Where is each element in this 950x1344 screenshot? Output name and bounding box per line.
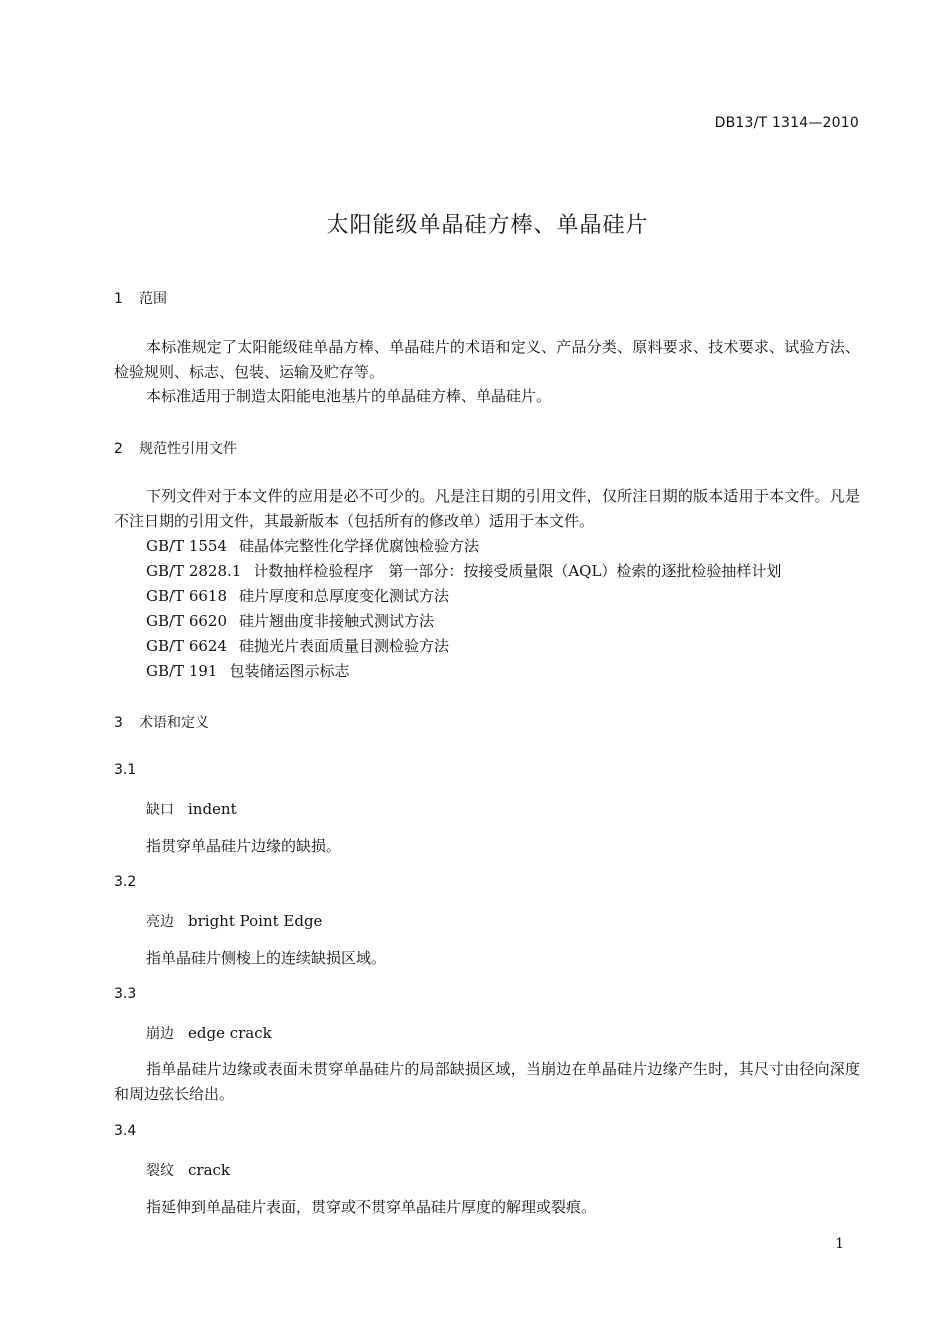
scope-paragraph-2: 本标准适用于制造太阳能电池基片的单晶硅方棒、单晶硅片。 <box>146 387 552 405</box>
reference-item <box>146 635 449 656</box>
term-name-zh: 亮边 <box>146 914 174 930</box>
term-definition: 指延伸到单晶硅片表面，贯穿或不贯穿单晶硅片厚度的解理或裂痕。 <box>146 1198 597 1216</box>
section-number: 3 <box>114 715 123 731</box>
section-title: 术语和定义 <box>139 715 209 731</box>
reference-title: 硅片翘曲度非接触式测试方法 <box>239 612 435 630</box>
section-heading-scope <box>114 288 167 308</box>
document-title: 太阳能级单晶硅方棒、单晶硅片 <box>326 213 649 238</box>
term-name <box>146 1160 230 1180</box>
term-number: 3.2 <box>114 874 137 890</box>
section-heading-terms <box>114 712 209 732</box>
page-number: 1 <box>835 1236 844 1252</box>
references-paragraph: 下列文件对于本文件的应用是必不可少的。凡是注日期的引用文件，仅所注日期的版本适用于本文件。凡是不注日期的引用文件，其最新版本（包括所有的修改单）适用于本文件。 <box>114 487 860 530</box>
section-number: 2 <box>114 441 123 457</box>
term-name-zh: 裂纹 <box>146 1163 174 1179</box>
document-code: DB13/T 1314—2010 <box>714 115 859 131</box>
term-number: 3.3 <box>114 986 137 1002</box>
term-name <box>146 799 237 819</box>
reference-item <box>146 585 449 606</box>
reference-title: 硅抛光片表面质量目测检验方法 <box>239 637 450 655</box>
reference-item <box>146 660 349 681</box>
reference-item <box>146 535 479 556</box>
section-title: 范围 <box>139 291 167 307</box>
term-name-en: edge crack <box>188 1024 272 1042</box>
reference-code: GB/T 2828.1 <box>146 562 242 580</box>
term-name <box>146 911 322 931</box>
reference-title: 包装储运图示标志 <box>229 662 350 680</box>
section-number: 1 <box>114 291 123 307</box>
term-name-en: indent <box>188 800 237 818</box>
term-name-zh: 崩边 <box>146 1026 174 1042</box>
term-name <box>146 1023 272 1043</box>
reference-title: 计数抽样检验程序 第一部分：按接受质量限（AQL）检索的逐批检验抽样计划 <box>253 562 782 580</box>
reference-title: 硅片厚度和总厚度变化测试方法 <box>239 587 450 605</box>
reference-title: 硅晶体完整性化学择优腐蚀检验方法 <box>239 537 480 555</box>
scope-paragraph-1: 本标准规定了太阳能级硅单晶方棒、单晶硅片的术语和定义、产品分类、原料要求、技术要求、试验方法、检验规则、标志、包装、运输及贮存等。 <box>114 338 860 381</box>
section-title: 规范性引用文件 <box>139 441 237 457</box>
term-name-en: crack <box>188 1161 231 1179</box>
term-number: 3.4 <box>114 1123 137 1139</box>
term-definition: 指贯穿单晶硅片边缘的缺损。 <box>146 837 342 855</box>
reference-code: GB/T 6618 <box>146 587 228 605</box>
reference-code: GB/T 6624 <box>146 637 228 655</box>
reference-code: GB/T 1554 <box>146 537 228 555</box>
term-number: 3.1 <box>114 762 137 778</box>
reference-item <box>146 560 781 581</box>
term-definition: 指单晶硅片侧棱上的连续缺损区域。 <box>146 949 387 967</box>
term-name-zh: 缺口 <box>146 802 174 818</box>
term-name-en: bright Point Edge <box>188 912 323 930</box>
reference-item <box>146 610 434 631</box>
section-heading-references <box>114 438 237 458</box>
reference-code: GB/T 191 <box>146 662 218 680</box>
term-definition: 指单晶硅片边缘或表面未贯穿单晶硅片的局部缺损区域，当崩边在单晶硅片边缘产生时，其尺寸由径向深度和周边弦长给出。 <box>114 1060 860 1103</box>
reference-code: GB/T 6620 <box>146 612 228 630</box>
